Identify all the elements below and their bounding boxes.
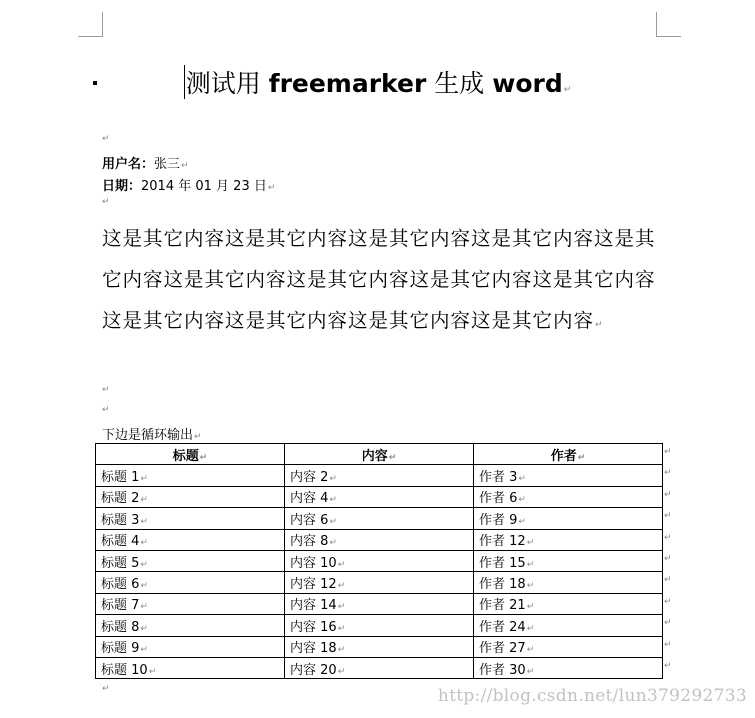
watermark-url: http://blog.csdn.net/lun379292733 [437, 686, 747, 706]
cell-content[interactable]: 内容 18↵ [285, 636, 474, 657]
cell-title[interactable]: 标题 6↵ [96, 572, 285, 593]
table-row [96, 508, 663, 529]
user-label: 用户名： [102, 157, 155, 172]
cell-title[interactable]: 标题 9↵ [96, 636, 285, 657]
paragraph-mark-icon: ↵ [518, 474, 526, 485]
cell-content[interactable]: 内容 8↵ [285, 529, 474, 550]
document-title[interactable] [0, 64, 755, 100]
date-label: 日期： [102, 179, 142, 194]
row-end-mark-icon: ↵ [664, 554, 672, 564]
cell-author[interactable]: 作者 3↵ [474, 465, 663, 486]
cell-author[interactable]: 作者 6↵ [474, 486, 663, 507]
paragraph-mark-icon: ↵ [388, 452, 397, 463]
row-end-mark-icon: ↵ [664, 468, 672, 479]
table-header-row [96, 444, 663, 465]
paragraph-mark-icon: ↵ [337, 581, 346, 592]
user-field[interactable] [102, 153, 189, 172]
paragraph-mark-icon: ↵ [526, 602, 535, 613]
paragraph-mark-icon: ↵ [526, 538, 535, 549]
paragraph-mark-icon: ↵ [140, 581, 148, 592]
cell-content[interactable]: 内容 6↵ [285, 508, 474, 529]
cell-author[interactable]: 作者 27↵ [474, 636, 663, 657]
paragraph-mark-icon: ↵ [337, 645, 346, 656]
paragraph-mark-icon: ↵ [329, 474, 337, 485]
cell-author[interactable]: 作者 12↵ [474, 529, 663, 550]
table-row [96, 636, 663, 657]
crop-mark-top-right [656, 12, 681, 37]
paragraph-mark-icon: ↵ [526, 645, 535, 656]
cell-content[interactable]: 内容 12↵ [285, 572, 474, 593]
row-end-mark-icon: ↵ [664, 511, 672, 522]
paragraph-mark-icon: ↵ [194, 432, 202, 442]
paragraph-mark-icon: ↵ [526, 623, 535, 634]
crop-mark-top-left [78, 12, 103, 37]
table-row [96, 593, 663, 614]
cell-author[interactable]: 作者 15↵ [474, 550, 663, 571]
cell-author[interactable]: 作者 30↵ [474, 657, 663, 678]
cell-title[interactable]: 标题 10↵ [96, 657, 285, 678]
table-row [96, 550, 663, 571]
body-text: 这是其它内容这是其它内容这是其它内容这是其它内容这是其它内容这是其它内容这是其它内容这是其它内容这是其它内容这是其它内容这是其它内容这是其它内容这是其它内容 [102, 227, 656, 332]
paragraph-mark-icon: ↵ [102, 134, 110, 144]
paragraph-mark-icon: ↵ [140, 559, 148, 570]
header-cell-title[interactable]: 标题↵ [96, 444, 285, 465]
loop-output-table [95, 443, 663, 679]
text-cursor [184, 65, 185, 99]
header-cell-content[interactable]: 内容↵ [285, 444, 474, 465]
cell-title[interactable]: 标题 4↵ [96, 529, 285, 550]
paragraph-mark-icon: ↵ [140, 495, 148, 506]
paragraph-mark-icon: ↵ [102, 684, 110, 694]
paragraph-mark-icon: ↵ [526, 581, 535, 592]
paragraph-mark-icon: ↵ [140, 623, 148, 634]
title-part-1: 测试用 [185, 69, 261, 98]
paragraph-mark-icon: ↵ [526, 559, 535, 570]
table-row [96, 657, 663, 678]
paragraph-mark-icon: ↵ [518, 516, 526, 527]
row-end-mark-icon: ↵ [664, 618, 672, 629]
cell-title[interactable]: 标题 5↵ [96, 550, 285, 571]
table-row [96, 486, 663, 507]
paragraph-mark-icon: ↵ [329, 516, 337, 527]
paragraph-mark-icon: ↵ [140, 538, 148, 549]
cell-author[interactable]: 作者 24↵ [474, 615, 663, 636]
title-part-4: word [492, 69, 563, 98]
date-field[interactable] [102, 175, 275, 194]
row-end-mark-icon: ↵ [664, 596, 672, 607]
cell-author[interactable]: 作者 21↵ [474, 593, 663, 614]
row-end-mark-icon: ↵ [664, 489, 672, 500]
table-row [96, 615, 663, 636]
paragraph-mark-icon: ↵ [337, 602, 346, 613]
header-cell-author[interactable]: 作者↵ [474, 444, 663, 465]
paragraph-mark-icon: ↵ [337, 559, 346, 570]
cell-author[interactable]: 作者 9↵ [474, 508, 663, 529]
body-paragraph[interactable] [102, 218, 667, 346]
title-part-2: freemarker [268, 69, 427, 98]
table-caption[interactable] [102, 424, 202, 443]
cell-content[interactable]: 内容 20↵ [285, 657, 474, 678]
cell-content[interactable]: 内容 2↵ [285, 465, 474, 486]
row-end-mark-icon: ↵ [664, 532, 672, 543]
cell-title[interactable]: 标题 2↵ [96, 486, 285, 507]
paragraph-mark-icon: ↵ [337, 666, 346, 677]
cell-content[interactable]: 内容 16↵ [285, 615, 474, 636]
cell-content[interactable]: 内容 14↵ [285, 593, 474, 614]
paragraph-mark-icon: ↵ [140, 474, 148, 485]
cell-title[interactable]: 标题 8↵ [96, 615, 285, 636]
paragraph-mark-icon: ↵ [337, 623, 346, 634]
row-end-mark-icon: ↵ [664, 639, 672, 650]
paragraph-mark-icon: ↵ [329, 495, 337, 506]
table-row [96, 465, 663, 486]
cell-title[interactable]: 标题 3↵ [96, 508, 285, 529]
paragraph-mark-icon: ↵ [267, 183, 276, 193]
table-row [96, 572, 663, 593]
paragraph-mark-icon: ↵ [140, 645, 148, 656]
paragraph-mark-icon: ↵ [329, 538, 337, 549]
user-value: 张三 [154, 157, 181, 172]
table-caption-text: 下边是循环输出 [102, 428, 194, 443]
date-value: 2014 年 01 月 23 日 [141, 179, 267, 194]
paragraph-mark-icon: ↵ [595, 320, 604, 330]
paragraph-mark-icon: ↵ [526, 666, 535, 677]
paragraph-mark-icon: ↵ [199, 452, 208, 463]
row-end-mark-icon: ↵ [664, 447, 672, 457]
paragraph-mark-icon: ↵ [140, 602, 148, 613]
cell-author[interactable]: 作者 18↵ [474, 572, 663, 593]
paragraph-mark-icon: ↵ [102, 197, 110, 207]
table-row [96, 529, 663, 550]
row-end-mark-icon: ↵ [664, 575, 672, 586]
paragraph-mark-icon: ↵ [148, 666, 157, 677]
paragraph-mark-icon: ↵ [181, 161, 189, 171]
row-end-mark-icon: ↵ [664, 661, 672, 671]
cell-content[interactable]: 内容 10↵ [285, 550, 474, 571]
paragraph-mark-icon: ↵ [102, 405, 110, 415]
cell-title[interactable]: 标题 7↵ [96, 593, 285, 614]
title-part-3: 生成 [434, 69, 485, 98]
paragraph-mark-icon: ↵ [140, 516, 148, 527]
cell-content[interactable]: 内容 4↵ [285, 486, 474, 507]
cell-title[interactable]: 标题 1↵ [96, 465, 285, 486]
paragraph-mark-icon: ↵ [102, 385, 110, 395]
paragraph-mark-icon: ↵ [577, 452, 586, 463]
paragraph-mark-icon: ↵ [563, 85, 572, 95]
paragraph-mark-icon: ↵ [518, 495, 526, 506]
